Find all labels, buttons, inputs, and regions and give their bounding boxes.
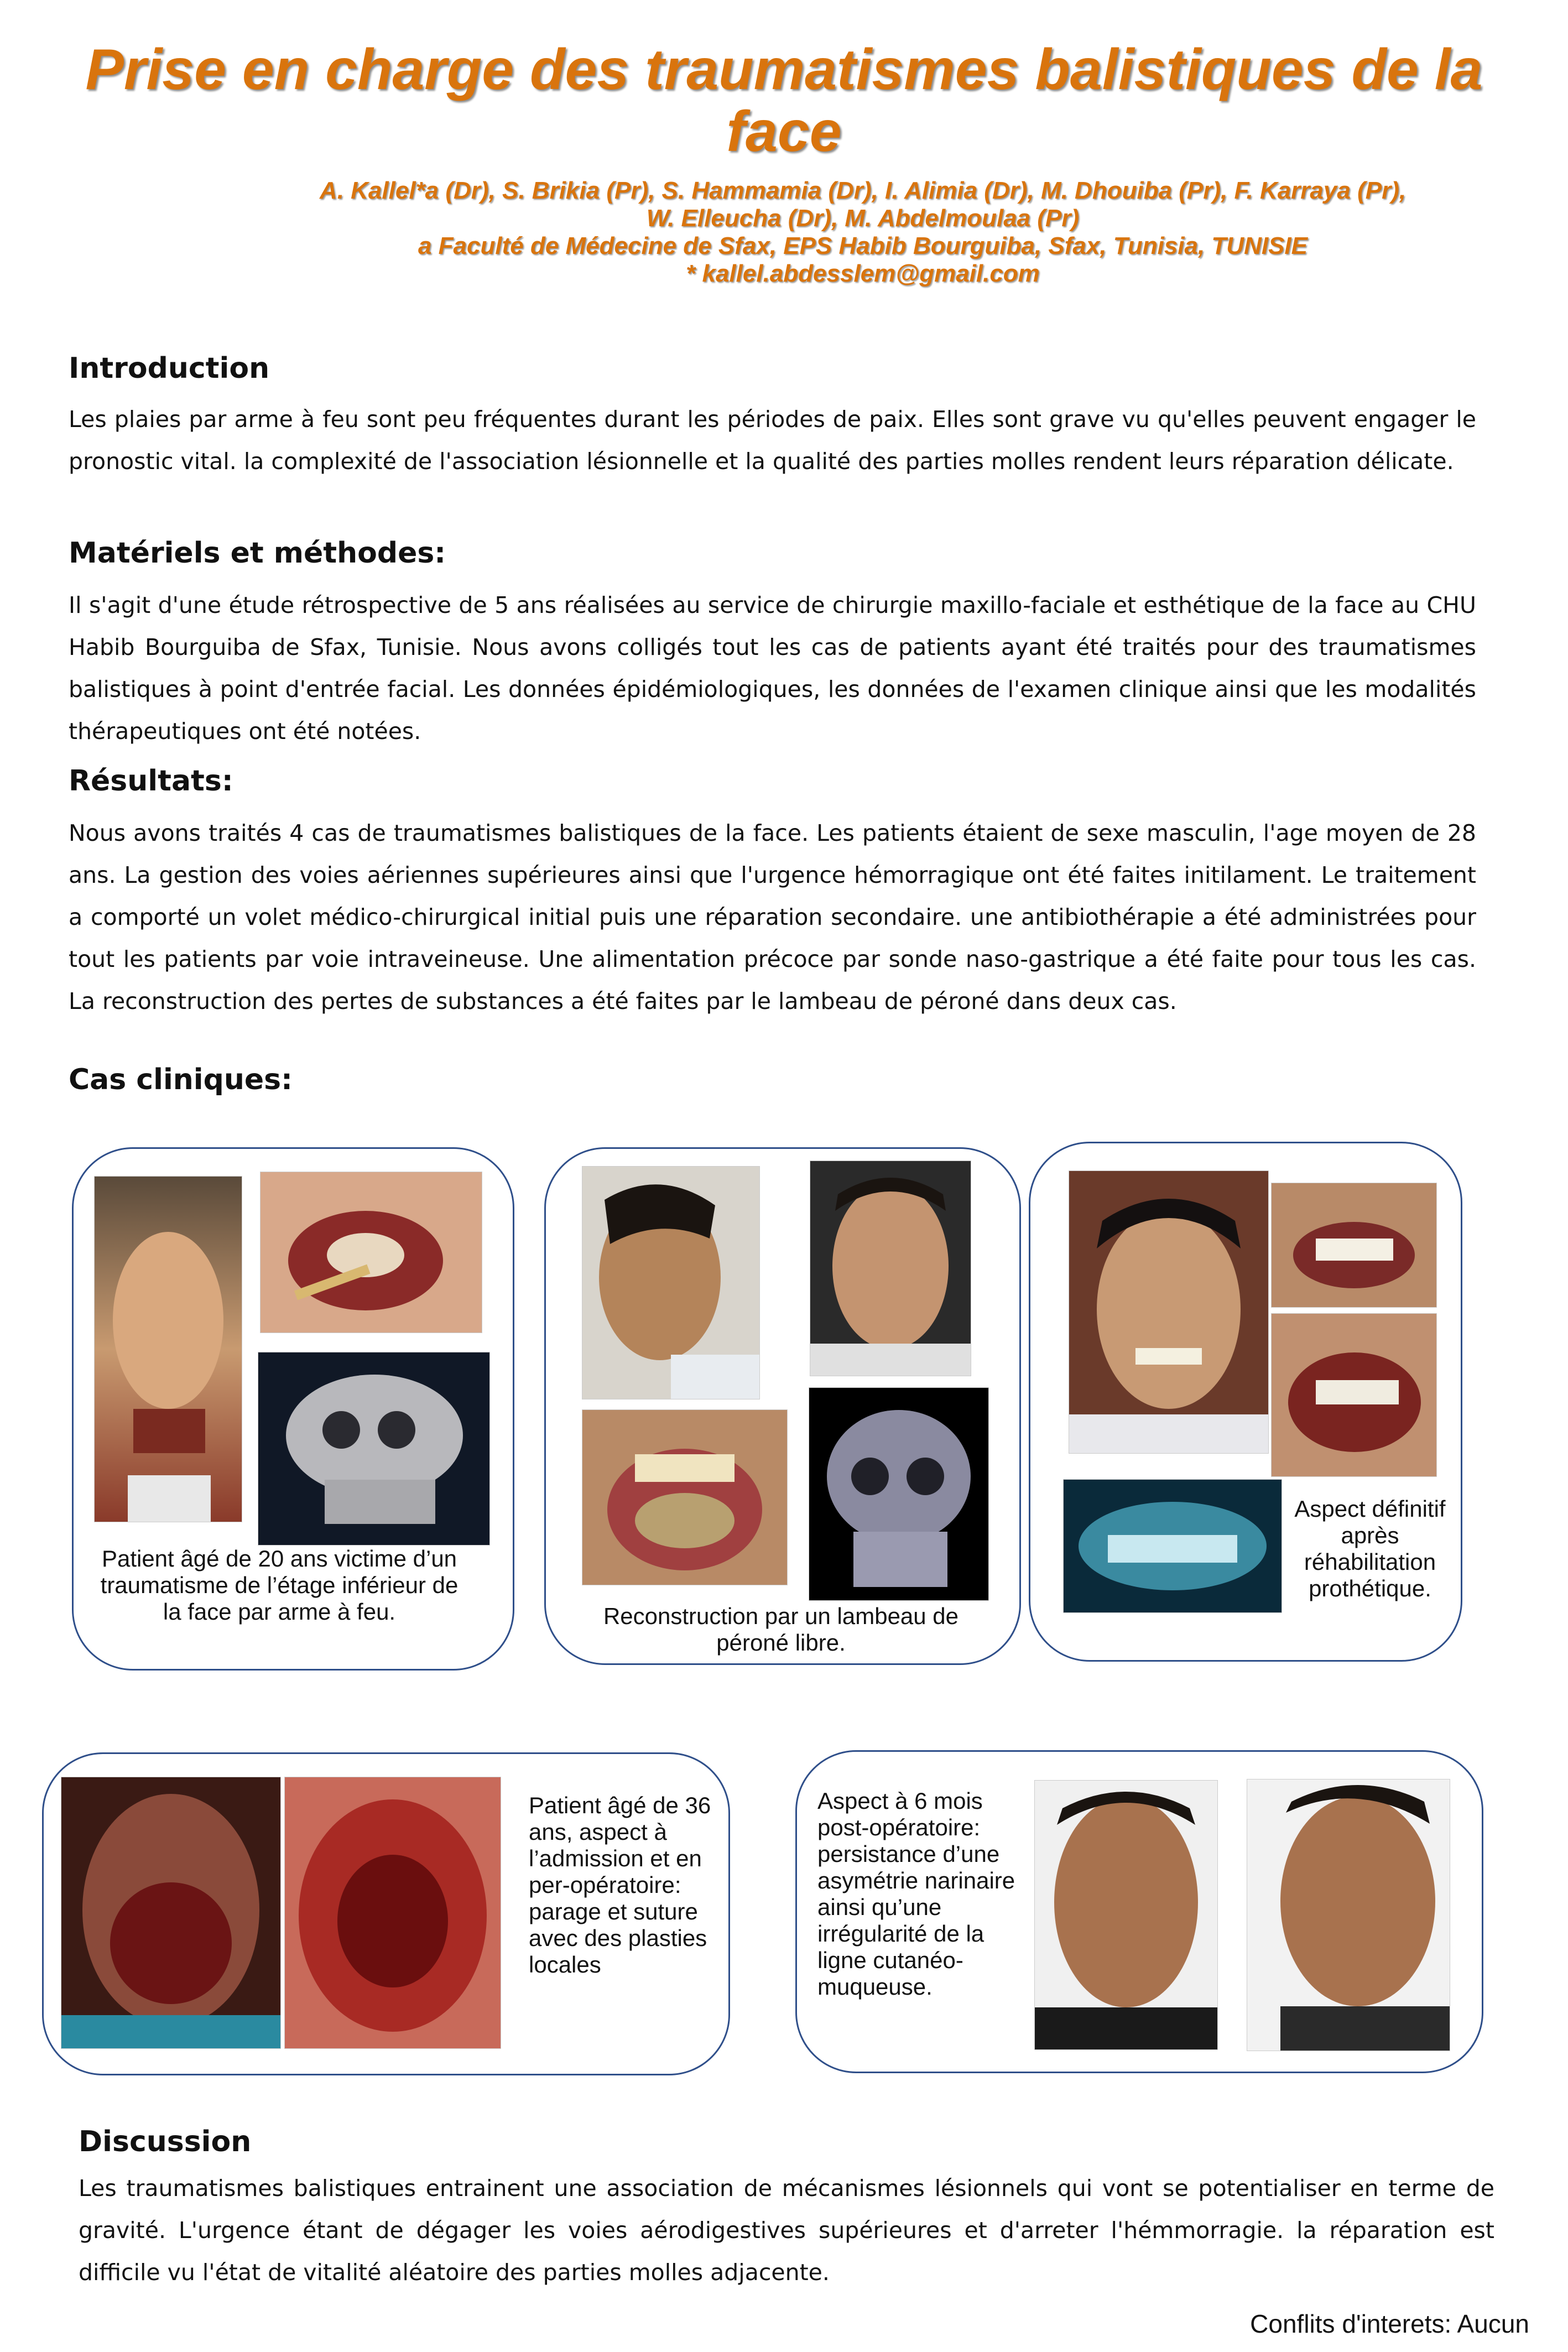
case1-photo-mouth: [260, 1172, 482, 1333]
affiliation: a Faculté de Médecine de Sfax, EPS Habib Bourguiba, Sfax, Tunisia, TUNISIE: [418, 232, 1308, 259]
conflicts-statement: Conflits d'interets: Aucun: [1250, 2309, 1529, 2338]
author-block: [210, 177, 1515, 288]
methods-heading: Matériels et méthodes:: [69, 537, 446, 570]
case5-photo-frontal: [1034, 1780, 1218, 2050]
case3-photo-final-smile: [1069, 1170, 1269, 1454]
case3-photo-panoramic-xray: [1063, 1479, 1282, 1613]
authors-line-1: A. Kallel*a (Dr), S. Brikia (Pr), S. Hammamia (Dr), I. Alimia (Dr), M. Dhouiba (Pr), F. Karraya (Pr),: [319, 177, 1406, 204]
introduction-text: Les plaies par arme à feu sont peu fréquentes durant les périodes de paix. Elles sont grave vu qu'elles peuvent engager le pronostic vital. la complexité de l'association lésionnelle et la qualité des parties molles rendent leurs réparation délicate.: [69, 406, 1476, 475]
contact-email: * kallel.abdesslem@gmail.com: [686, 260, 1040, 287]
case3-photo-teeth-1: [1271, 1183, 1437, 1308]
results-text: Nous avons traités 4 cas de traumatismes balistiques de la face. Les patients étaient de sexe masculin, l'age moyen de 28 ans. La gestion des voies aériennes supérieures ainsi que l'urgence hémorragique ont été faites initilament. Le traitement a comporté un volet médico-chirurgical initial puis une réparation secondaire. une antibiothérapie a été administrées pour tout les patients par voie intraveineuse. Une alimentation précoce par sonde naso-gastrique a été faite pour tous les cas. La reconstruction des pertes de substances a été faites par le lambeau de péroné dans deux cas.: [69, 820, 1476, 1014]
case1-caption: Patient âgé de 20 ans victime d’un traumatisme de l’étage inférieur de la face par arme à feu.: [100, 1546, 459, 1625]
discussion-text: Les traumatismes balistiques entrainent une association de mécanismes lésionnels qui vont se potentialiser en terme de gravité. L'urgence étant de dégager les voies aérodigestives supérieures et d'arreter l'hémmorragie. la réparation est difficile vu l'état de vitalité aléatoire des parties molles adjacente.: [79, 2175, 1494, 2286]
case4-photo-admission: [61, 1777, 281, 2049]
case1-photo-face-front: [94, 1176, 242, 1522]
methods-text: Il s'agit d'une étude rétrospective de 5 ans réalisées au service de chirurgie maxillo-faciale et esthétique de la face au CHU Habib Bourguiba de Sfax, Tunisie. Nous avons colligés tout les cas de patients ayant été traités pour des traumatismes balistiques à point d'entrée facial. Les données épidémiologiques, les données de l'examen clinique ainsi que les modalités thérapeutiques ont été notées.: [69, 592, 1476, 745]
case2-caption: Reconstruction par un lambeau de péroné libre.: [603, 1603, 959, 1656]
introduction-heading: Introduction: [69, 352, 270, 385]
case4-photo-peroperative: [284, 1777, 501, 2049]
case2-photo-frontal: [810, 1161, 971, 1376]
case2-photo-profile: [582, 1166, 760, 1399]
discussion-heading: Discussion: [79, 2125, 252, 2158]
cases-heading: Cas cliniques:: [69, 1063, 293, 1096]
case1-photo-ct-skull: [258, 1352, 490, 1546]
results-heading: Résultats:: [69, 764, 233, 798]
poster-title: Prise en charge des traumatismes balistiques de la face: [85, 38, 1483, 164]
case3-photo-teeth-2: [1271, 1313, 1437, 1477]
case4-caption: Patient âgé de 36 ans, aspect à l’admission et en per-opératoire: parage et suture avec des plasties locales: [529, 1792, 711, 1978]
case2-photo-ct-skull: [809, 1387, 989, 1601]
case5-photo-profile: [1247, 1779, 1450, 2051]
case5-caption: Aspect à 6 mois post-opératoire: persistance d’une asymétrie narinaire ainsi qu’une irrégularité de la ligne cutanéo-muqueuse.: [817, 1788, 1015, 2000]
case3-caption: Aspect définitif après réhabilitation prothétique.: [1294, 1496, 1446, 1601]
authors-line-2: W. Elleucha (Dr), M. Abdelmoulaa (Pr): [646, 205, 1080, 232]
case2-photo-mouth: [582, 1409, 788, 1585]
